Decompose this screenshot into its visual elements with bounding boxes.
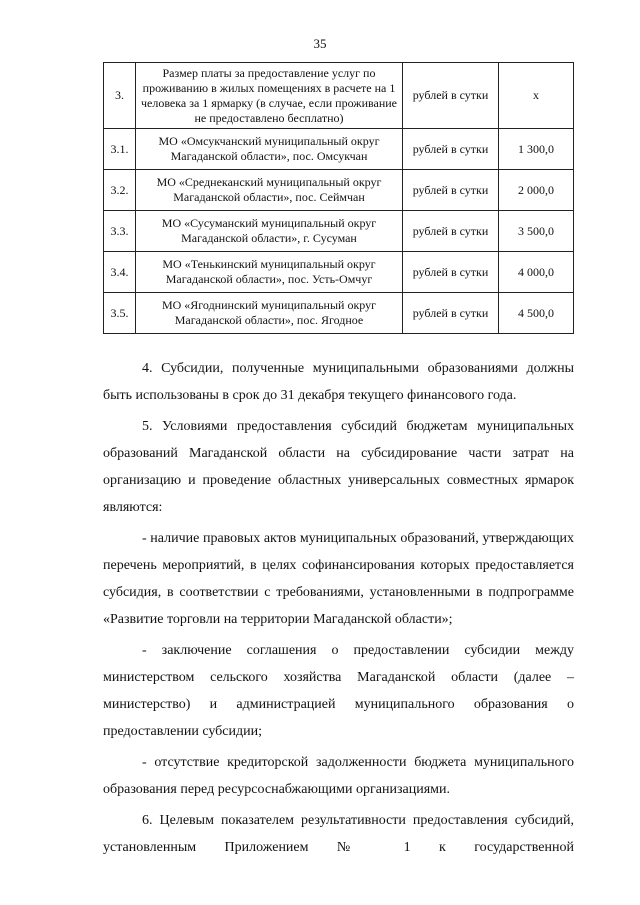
row-number: 3.2. — [104, 170, 136, 211]
row-value: 4 500,0 — [499, 293, 574, 334]
row-description: МО «Среднеканский муниципальный округ Магаданской области», пос. Сеймчан — [136, 170, 403, 211]
row-unit: рублей в сутки — [403, 63, 499, 129]
body-text — [103, 355, 574, 861]
row-description: МО «Сусуманский муниципальный округ Магаданской области», г. Сусуман — [136, 211, 403, 252]
table-row — [104, 63, 574, 129]
row-unit: рублей в сутки — [403, 211, 499, 252]
page-number: 35 — [313, 36, 327, 51]
row-description: МО «Омсукчанский муниципальный округ Магаданской области», пос. Омсукчан — [136, 129, 403, 170]
paragraph-4: 4. Субсидии, полученные муниципальными образованиями должны быть использованы в срок до 31 декабря текущего финансового года. — [103, 361, 574, 403]
table-row — [104, 293, 574, 334]
bullet-no-debt: - отсутствие кредиторской задолженности бюджета муниципального образования перед ресурсоснабжающими организациями. — [103, 755, 574, 797]
table-row — [104, 170, 574, 211]
row-unit: рублей в сутки — [403, 293, 499, 334]
row-value: 1 300,0 — [499, 129, 574, 170]
row-number: 3.5. — [104, 293, 136, 334]
tariff-table — [103, 62, 574, 334]
table-row — [104, 252, 574, 293]
row-number: 3. — [104, 63, 136, 129]
row-value: x — [499, 63, 574, 129]
row-number: 3.1. — [104, 129, 136, 170]
row-value: 3 500,0 — [499, 211, 574, 252]
row-unit: рублей в сутки — [403, 252, 499, 293]
paragraph-5: 5. Условиями предоставления субсидий бюджетам муниципальных образований Магаданской области на субсидирование части затрат на организацию и проведение областных универсальных совместных ярмарок являются: — [103, 419, 574, 515]
row-unit: рублей в сутки — [403, 129, 499, 170]
row-unit: рублей в сутки — [403, 170, 499, 211]
table-row — [104, 129, 574, 170]
row-value: 4 000,0 — [499, 252, 574, 293]
row-number: 3.4. — [104, 252, 136, 293]
row-description: Размер платы за предоставление услуг по проживанию в жилых помещениях в расчете на 1 человека за 1 ярмарку (в случае, если проживание не предоставлено бесплатно) — [136, 63, 403, 129]
row-value: 2 000,0 — [499, 170, 574, 211]
row-number: 3.3. — [104, 211, 136, 252]
bullet-agreement: - заключение соглашения о предоставлении субсидии между министерством сельского хозяйства Магаданской области (далее – министерство) и администрацией муниципального образования о предоставлении субсидии; — [103, 643, 574, 739]
paragraph-6: 6. Целевым показателем результативности предоставления субсидий, установленным Приложением № 1 к государственной — [103, 813, 574, 855]
row-description: МО «Ягоднинский муниципальный округ Магаданской области», пос. Ягодное — [136, 293, 403, 334]
row-description: МО «Тенькинский муниципальный округ Магаданской области», пос. Усть-Омчуг — [136, 252, 403, 293]
table-row — [104, 211, 574, 252]
bullet-legal-acts: - наличие правовых актов муниципальных образований, утверждающих перечень мероприятий, в целях софинансирования которых предоставляется субсидия, в соответствии с требованиями, установленными в подпрограмме «Развитие торговли на территории Магаданской области»; — [103, 531, 574, 627]
